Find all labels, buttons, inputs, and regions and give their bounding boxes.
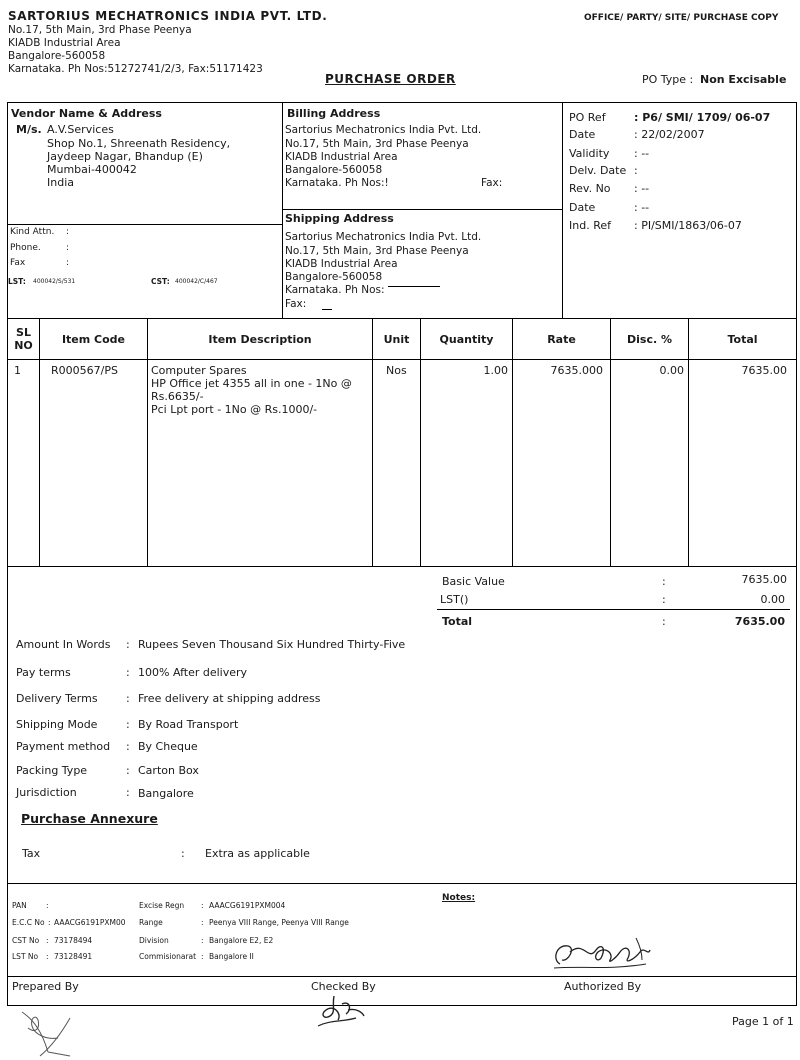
summary-divider xyxy=(437,609,790,610)
vendor-billing-divider xyxy=(282,102,283,318)
kind-attn-colon: : xyxy=(66,227,70,237)
po-meta-label: Rev. No xyxy=(569,182,611,195)
table-bottom-border xyxy=(7,566,797,567)
vendor-cst-value: 400042/C/467 xyxy=(175,278,218,285)
range-value: Peenya VIII Range, Peenya VIII Range xyxy=(209,918,349,927)
row-qty: 1.00 xyxy=(483,364,508,377)
vendor-address-line: Jaydeep Nagar, Bhandup (E) xyxy=(47,150,203,163)
box-bottom-border xyxy=(7,1005,797,1006)
code-colon: : xyxy=(46,936,49,945)
row-sl: 1 xyxy=(14,364,21,377)
col-divider xyxy=(688,318,689,566)
header-rate: Rate xyxy=(547,333,576,346)
table-header-bottom-border xyxy=(7,359,797,360)
code-colon: : xyxy=(46,952,49,961)
summary-colon: : xyxy=(662,575,666,588)
excise-regn-label: Excise Regn xyxy=(139,901,185,910)
ecc-label: E.C.C No xyxy=(12,918,45,927)
shipping-address-line: No.17, 5th Main, 3rd Phase Peenya xyxy=(285,245,469,257)
packing-type-value: Carton Box xyxy=(138,764,199,777)
billing-address-line: Sartorius Mechatronics India Pvt. Ltd. xyxy=(285,124,482,136)
shipping-address-line: Bangalore-560058 xyxy=(285,271,383,283)
po-meta-label: Delv. Date xyxy=(569,164,627,177)
kind-attn-label: Kind Attn. xyxy=(10,227,55,237)
vendor-address-line: Mumbai-400042 xyxy=(47,163,137,176)
term-label: Payment method xyxy=(16,740,111,753)
rev-date-value: : -- xyxy=(634,201,650,214)
checked-by-label: Checked By xyxy=(311,980,376,993)
fax-label: Fax xyxy=(10,258,26,268)
lst-value: 0.00 xyxy=(760,593,785,606)
page-number: Page 1 of 1 xyxy=(732,1015,794,1028)
shipping-mode-value: By Road Transport xyxy=(138,718,239,731)
shipping-fax-blank xyxy=(322,309,332,310)
term-colon: : xyxy=(126,718,130,731)
shipping-redaction-line xyxy=(388,286,440,287)
row-total: 7635.00 xyxy=(741,364,787,377)
company-address-line-2: KIADB Industrial Area xyxy=(8,37,121,49)
cst-no-value: 73178494 xyxy=(54,936,93,945)
annexure-tax-value: Extra as applicable xyxy=(205,847,310,860)
basic-value: 7635.00 xyxy=(741,573,787,586)
billing-fax-label: Fax: xyxy=(481,177,503,189)
term-colon: : xyxy=(126,666,130,679)
shipping-phone-line: Karnataka. Ph Nos: xyxy=(285,284,385,296)
col-divider xyxy=(147,318,148,566)
box-top-border xyxy=(7,102,797,103)
col-divider xyxy=(512,318,513,566)
vendor-name: A.V.Services xyxy=(47,123,114,136)
code-colon: : xyxy=(201,936,204,945)
copy-type: OFFICE/ PARTY/ SITE/ PURCHASE COPY xyxy=(584,13,779,23)
term-label: Packing Type xyxy=(16,764,88,777)
po-meta-label: PO Ref xyxy=(569,111,606,124)
billing-address-line: Bangalore-560058 xyxy=(285,164,383,176)
address-bottom-border xyxy=(7,318,797,319)
col-divider xyxy=(420,318,421,566)
term-colon: : xyxy=(126,638,130,651)
payment-method-value: By Cheque xyxy=(138,740,198,753)
range-label: Range xyxy=(139,918,163,927)
row-rate: 7635.000 xyxy=(550,364,603,377)
po-type-value: Non Excisable xyxy=(700,73,787,86)
header-sl-no: SL NO xyxy=(14,326,33,352)
summary-colon: : xyxy=(662,615,666,628)
delv-date-value: : xyxy=(634,164,638,177)
row-desc-line: Computer Spares xyxy=(151,364,247,377)
ind-ref-value: : PI/SMI/1863/06-07 xyxy=(634,219,742,232)
delivery-terms-value: Free delivery at shipping address xyxy=(138,692,321,705)
term-colon: : xyxy=(126,692,130,705)
billing-heading: Billing Address xyxy=(287,107,381,120)
jurisdiction-value: Bangalore xyxy=(138,787,194,800)
header-quantity: Quantity xyxy=(439,333,494,346)
box-left-border xyxy=(7,102,8,1006)
term-colon: : xyxy=(126,764,130,777)
authorized-signature xyxy=(550,932,660,976)
annexure-heading: Purchase Annexure xyxy=(21,811,158,826)
shipping-address-line: Sartorius Mechatronics India Pvt. Ltd. xyxy=(285,231,482,243)
vendor-prefix: M/s. xyxy=(16,123,42,136)
row-unit: Nos xyxy=(386,364,407,377)
col-divider xyxy=(39,318,40,566)
signature-divider xyxy=(7,976,797,977)
authorized-by-label: Authorized By xyxy=(564,980,642,993)
term-label: Jurisdiction xyxy=(16,786,77,799)
lst-no-label: LST No xyxy=(12,952,39,961)
row-desc-line: HP Office jet 4355 all in one - 1No @ xyxy=(151,377,352,390)
term-label: Amount In Words xyxy=(16,638,111,651)
prepared-signature xyxy=(18,1008,78,1060)
commisionarat-label: Commisionarat xyxy=(139,952,197,961)
shipping-heading: Shipping Address xyxy=(285,212,394,225)
annexure-tax-label: Tax xyxy=(22,847,41,860)
vendor-lst-value: 400042/S/531 xyxy=(33,278,76,285)
code-colon: : xyxy=(46,901,49,910)
vendor-address-line: India xyxy=(47,176,74,189)
grand-total: 7635.00 xyxy=(734,615,785,628)
terms-bottom-border xyxy=(7,883,797,884)
phone-colon: : xyxy=(66,243,70,253)
col-divider xyxy=(372,318,373,566)
division-value: Bangalore E2, E2 xyxy=(209,936,274,945)
row-desc-line: Rs.6635/- xyxy=(151,390,204,403)
po-type-label: PO Type : xyxy=(642,73,694,86)
header-item-description: Item Description xyxy=(208,333,312,346)
term-label: Shipping Mode xyxy=(16,718,98,731)
excise-regn-value: AAACG6191PXM004 xyxy=(209,901,286,910)
term-colon: : xyxy=(126,740,130,753)
shipping-address-line: KIADB Industrial Area xyxy=(285,258,398,270)
po-ref-value: : P6/ SMI/ 1709/ 06-07 xyxy=(634,111,771,124)
po-meta-label: Validity xyxy=(569,147,610,160)
pan-label: PAN xyxy=(12,901,27,910)
validity-value: : -- xyxy=(634,147,650,160)
company-address-line-3: Bangalore-560058 xyxy=(8,50,106,62)
checked-signature xyxy=(312,992,372,1032)
billing-meta-divider xyxy=(562,102,563,318)
rev-no-value: : -- xyxy=(634,182,650,195)
box-right-border xyxy=(796,102,797,1006)
fax-colon: : xyxy=(66,258,70,268)
company-name: SARTORIUS MECHATRONICS INDIA PVT. LTD. xyxy=(8,9,328,23)
col-divider xyxy=(610,318,611,566)
term-label: Pay terms xyxy=(16,666,71,679)
amount-in-words: Rupees Seven Thousand Six Hundred Thirty-Five xyxy=(138,638,406,651)
header-disc: Disc. % xyxy=(627,333,672,346)
po-meta-label: Date xyxy=(569,128,596,141)
company-address-line-1: No.17, 5th Main, 3rd Phase Peenya xyxy=(8,24,192,36)
document-title: PURCHASE ORDER xyxy=(325,72,456,86)
company-address-line-4: Karnataka. Ph Nos:51272741/2/3, Fax:51171423 xyxy=(8,63,263,75)
code-colon: : xyxy=(48,918,51,927)
phone-label: Phone. xyxy=(10,243,41,253)
code-colon: : xyxy=(201,918,204,927)
billing-address-line: No.17, 5th Main, 3rd Phase Peenya xyxy=(285,138,469,150)
row-disc: 0.00 xyxy=(659,364,684,377)
pay-terms-value: 100% After delivery xyxy=(138,666,248,679)
po-meta-label: Ind. Ref xyxy=(569,219,611,232)
code-colon: : xyxy=(201,901,204,910)
term-colon: : xyxy=(126,786,130,799)
header-total: Total xyxy=(727,333,758,346)
summary-label: LST() xyxy=(440,593,469,606)
header-item-code: Item Code xyxy=(61,333,126,346)
summary-colon: : xyxy=(662,593,666,606)
term-label: Delivery Terms xyxy=(16,692,98,705)
vendor-lst-label: LST: xyxy=(8,277,26,286)
code-colon: : xyxy=(201,952,204,961)
billing-shipping-divider xyxy=(282,209,562,210)
ecc-value: AAACG6191PXM00 xyxy=(54,918,126,927)
annexure-colon: : xyxy=(181,847,185,860)
row-item-code: R000567/PS xyxy=(51,364,118,377)
summary-total-label: Total xyxy=(442,615,473,628)
lst-no-value: 73128491 xyxy=(54,952,93,961)
billing-address-line: KIADB Industrial Area xyxy=(285,151,398,163)
division-label: Division xyxy=(139,936,169,945)
summary-label: Basic Value xyxy=(442,575,505,588)
billing-phone-line: Karnataka. Ph Nos:! xyxy=(285,177,389,189)
shipping-fax-label: Fax: xyxy=(285,298,307,310)
notes-label: Notes: xyxy=(442,893,476,903)
commisionarat-value: Bangalore II xyxy=(209,952,254,961)
vendor-cst-label: CST: xyxy=(151,277,170,286)
vendor-address-line: Shop No.1, Shreenath Residency, xyxy=(47,137,231,150)
cst-no-label: CST No xyxy=(12,936,40,945)
po-meta-label: Date xyxy=(569,201,596,214)
po-date-value: : 22/02/2007 xyxy=(634,128,705,141)
prepared-by-label: Prepared By xyxy=(12,980,79,993)
vendor-contact-divider xyxy=(7,224,282,225)
vendor-heading: Vendor Name & Address xyxy=(11,107,162,120)
row-desc-line: Pci Lpt port - 1No @ Rs.1000/- xyxy=(151,403,318,416)
header-unit: Unit xyxy=(383,333,410,346)
